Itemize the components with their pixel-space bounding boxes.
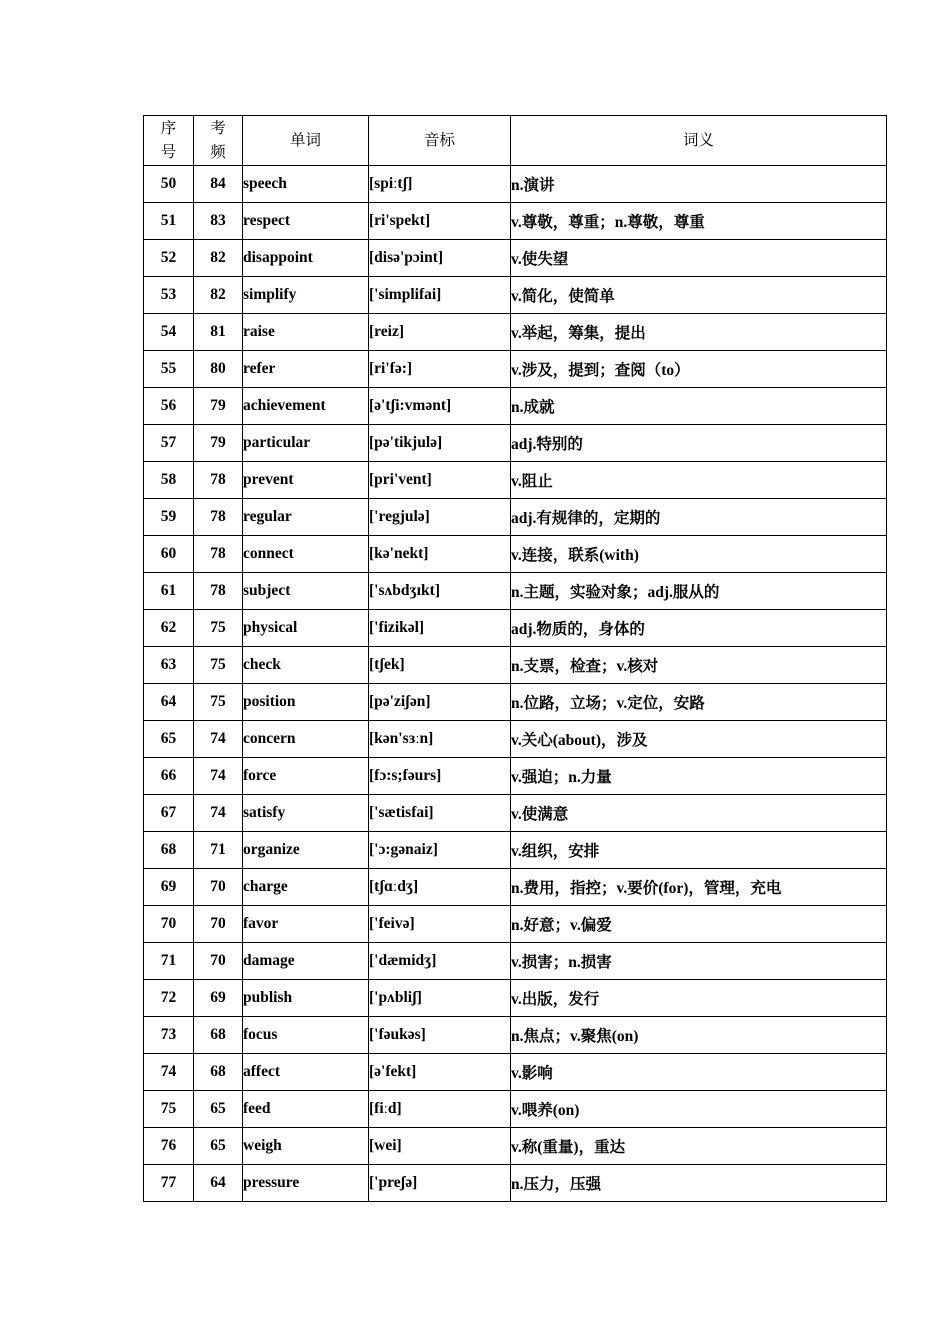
word-cell: weigh [243,1128,369,1165]
meaning-cell: n.费用，指控；v.要价(for)，管理，充电 [511,869,887,906]
phonetic-cell: ['pʌbliʃ] [369,980,511,1017]
word-cell: achievement [243,388,369,425]
table-row [144,980,887,1017]
word-cell: position [243,684,369,721]
meaning-cell: n.压力，压强 [511,1165,887,1202]
table-row [144,647,887,684]
frequency-cell: 75 [194,610,243,647]
index-cell: 56 [144,388,194,425]
frequency-cell: 65 [194,1091,243,1128]
meaning-cell: v.影响 [511,1054,887,1091]
frequency-cell: 71 [194,832,243,869]
table-row [144,499,887,536]
frequency-cell: 78 [194,462,243,499]
phonetic-cell: ['simplifai] [369,277,511,314]
meaning-cell: v.阻止 [511,462,887,499]
frequency-cell: 69 [194,980,243,1017]
table-row [144,1128,887,1165]
phonetic-cell: [wei] [369,1128,511,1165]
index-cell: 64 [144,684,194,721]
phonetic-cell: ['sʌbdʒɪkt] [369,573,511,610]
table-body [144,166,887,1202]
phonetic-cell: [fɔ:s;fəurs] [369,758,511,795]
index-cell: 66 [144,758,194,795]
meaning-cell: v.强迫；n.力量 [511,758,887,795]
phonetic-cell: ['fəukəs] [369,1017,511,1054]
table-row [144,351,887,388]
index-cell: 76 [144,1128,194,1165]
meaning-cell: v.尊敬，尊重；n.尊敬，尊重 [511,203,887,240]
meaning-cell: v.使失望 [511,240,887,277]
header-index: 序 号 [144,116,194,166]
vocabulary-table [143,115,887,1202]
table-row [144,906,887,943]
word-cell: refer [243,351,369,388]
meaning-cell: n.位路，立场；v.定位，安路 [511,684,887,721]
meaning-cell: n.支票，检查；v.核对 [511,647,887,684]
frequency-cell: 65 [194,1128,243,1165]
phonetic-cell: [spiːtʃ] [369,166,511,203]
meaning-cell: v.喂养(on) [511,1091,887,1128]
index-cell: 67 [144,795,194,832]
index-cell: 70 [144,906,194,943]
phonetic-cell: [kə'nekt] [369,536,511,573]
header-word: 单词 [243,116,369,166]
index-cell: 73 [144,1017,194,1054]
index-cell: 58 [144,462,194,499]
word-cell: focus [243,1017,369,1054]
frequency-cell: 83 [194,203,243,240]
word-cell: simplify [243,277,369,314]
index-cell: 63 [144,647,194,684]
table-row [144,1017,887,1054]
meaning-cell: v.连接，联系(with) [511,536,887,573]
word-cell: particular [243,425,369,462]
index-cell: 65 [144,721,194,758]
phonetic-cell: [ə'fekt] [369,1054,511,1091]
frequency-cell: 79 [194,388,243,425]
frequency-cell: 78 [194,573,243,610]
frequency-cell: 81 [194,314,243,351]
table-row [144,314,887,351]
word-cell: organize [243,832,369,869]
frequency-cell: 75 [194,684,243,721]
header-phonetic: 音标 [369,116,511,166]
index-cell: 77 [144,1165,194,1202]
table-row [144,610,887,647]
meaning-cell: n.演讲 [511,166,887,203]
word-cell: favor [243,906,369,943]
word-cell: connect [243,536,369,573]
phonetic-cell: [kən'sɜːn] [369,721,511,758]
meaning-cell: v.组织，安排 [511,832,887,869]
index-cell: 68 [144,832,194,869]
table-row [144,573,887,610]
frequency-cell: 82 [194,277,243,314]
index-cell: 72 [144,980,194,1017]
word-cell: respect [243,203,369,240]
frequency-cell: 70 [194,869,243,906]
index-cell: 52 [144,240,194,277]
table-row [144,943,887,980]
meaning-cell: v.关心(about)，涉及 [511,721,887,758]
meaning-cell: v.涉及，提到；查阅（to） [511,351,887,388]
table-row [144,1165,887,1202]
word-cell: subject [243,573,369,610]
table-row [144,240,887,277]
phonetic-cell: [tʃɑːdʒ] [369,869,511,906]
phonetic-cell: [pə'tikjulə] [369,425,511,462]
phonetic-cell: ['ɔ:gənaiz] [369,832,511,869]
index-cell: 74 [144,1054,194,1091]
word-cell: physical [243,610,369,647]
meaning-cell: v.损害；n.损害 [511,943,887,980]
table-row [144,388,887,425]
index-cell: 50 [144,166,194,203]
index-cell: 55 [144,351,194,388]
meaning-cell: v.简化，使简单 [511,277,887,314]
meaning-cell: v.出版，发行 [511,980,887,1017]
word-cell: check [243,647,369,684]
index-cell: 54 [144,314,194,351]
word-cell: affect [243,1054,369,1091]
phonetic-cell: ['preʃə] [369,1165,511,1202]
table-row [144,832,887,869]
word-cell: speech [243,166,369,203]
word-cell: publish [243,980,369,1017]
word-cell: charge [243,869,369,906]
frequency-cell: 74 [194,721,243,758]
phonetic-cell: [fiːd] [369,1091,511,1128]
meaning-cell: v.举起，筹集，提出 [511,314,887,351]
meaning-cell: adj.物质的，身体的 [511,610,887,647]
frequency-cell: 64 [194,1165,243,1202]
table-row [144,536,887,573]
phonetic-cell: ['dæmidʒ] [369,943,511,980]
header-row [144,116,887,166]
phonetic-cell: [ri'fə:] [369,351,511,388]
phonetic-cell: [ə'tʃi:vmənt] [369,388,511,425]
frequency-cell: 82 [194,240,243,277]
phonetic-cell: [reiz] [369,314,511,351]
meaning-cell: n.主题，实验对象；adj.服从的 [511,573,887,610]
meaning-cell: n.焦点；v.聚焦(on) [511,1017,887,1054]
frequency-cell: 68 [194,1054,243,1091]
phonetic-cell: ['fizikəl] [369,610,511,647]
phonetic-cell: [disə'pɔint] [369,240,511,277]
header-meaning: 词义 [511,116,887,166]
index-cell: 59 [144,499,194,536]
table-row [144,684,887,721]
frequency-cell: 70 [194,943,243,980]
frequency-cell: 75 [194,647,243,684]
table-row [144,795,887,832]
table-row [144,721,887,758]
frequency-cell: 80 [194,351,243,388]
index-cell: 57 [144,425,194,462]
meaning-cell: n.成就 [511,388,887,425]
phonetic-cell: [pə'ziʃən] [369,684,511,721]
frequency-cell: 74 [194,795,243,832]
word-cell: disappoint [243,240,369,277]
phonetic-cell: ['regjulə] [369,499,511,536]
word-cell: pressure [243,1165,369,1202]
phonetic-cell: ['sætisfai] [369,795,511,832]
index-cell: 75 [144,1091,194,1128]
frequency-cell: 78 [194,536,243,573]
phonetic-cell: [ri'spekt] [369,203,511,240]
index-cell: 53 [144,277,194,314]
table-row [144,758,887,795]
phonetic-cell: ['feivə] [369,906,511,943]
index-cell: 69 [144,869,194,906]
table-row [144,203,887,240]
word-cell: regular [243,499,369,536]
index-cell: 62 [144,610,194,647]
frequency-cell: 79 [194,425,243,462]
index-cell: 71 [144,943,194,980]
meaning-cell: adj.特别的 [511,425,887,462]
frequency-cell: 68 [194,1017,243,1054]
word-cell: concern [243,721,369,758]
word-cell: feed [243,1091,369,1128]
meaning-cell: v.使满意 [511,795,887,832]
phonetic-cell: [tʃek] [369,647,511,684]
word-cell: damage [243,943,369,980]
frequency-cell: 70 [194,906,243,943]
frequency-cell: 78 [194,499,243,536]
frequency-cell: 74 [194,758,243,795]
word-cell: force [243,758,369,795]
table-row [144,1054,887,1091]
word-cell: prevent [243,462,369,499]
header-frequency: 考 频 [194,116,243,166]
index-cell: 51 [144,203,194,240]
frequency-cell: 84 [194,166,243,203]
table-row [144,1091,887,1128]
table-row [144,166,887,203]
word-cell: satisfy [243,795,369,832]
table-row [144,425,887,462]
table-row [144,462,887,499]
meaning-cell: adj.有规律的，定期的 [511,499,887,536]
meaning-cell: v.称(重量)，重达 [511,1128,887,1165]
table-row [144,869,887,906]
meaning-cell: n.好意；v.偏爱 [511,906,887,943]
phonetic-cell: [pri'vent] [369,462,511,499]
word-cell: raise [243,314,369,351]
index-cell: 61 [144,573,194,610]
table-row [144,277,887,314]
index-cell: 60 [144,536,194,573]
